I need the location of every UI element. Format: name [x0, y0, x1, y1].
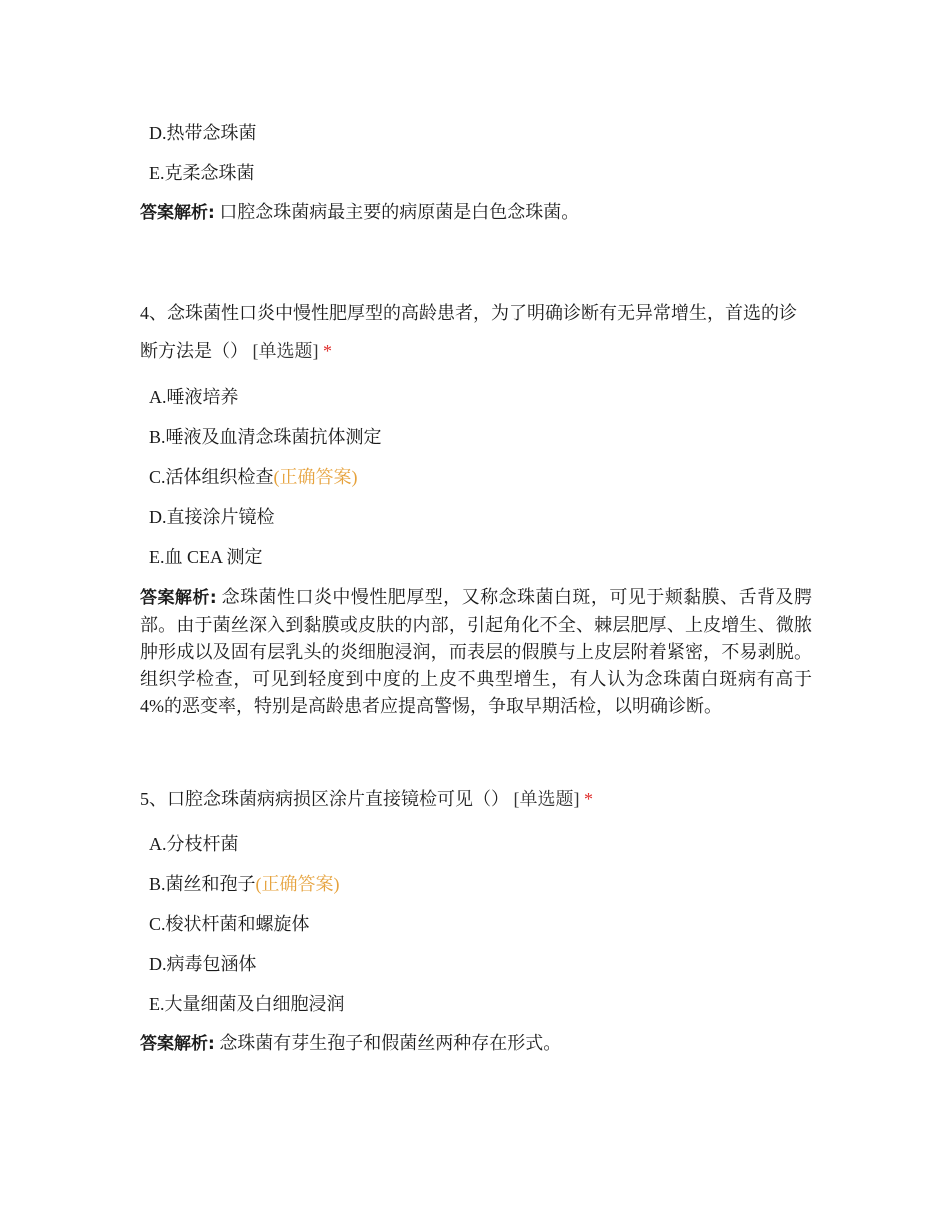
required-mark: * [323, 341, 332, 361]
option-label: A.分枝杆菌 [149, 834, 239, 854]
q5-option-e [149, 993, 345, 1015]
q5-option-a [149, 833, 239, 855]
q5-title [140, 780, 812, 818]
analysis-label: 答案解析: [140, 203, 215, 223]
analysis-text: 念珠菌性口炎中慢性肥厚型，又称念珠菌白斑，可见于颊黏膜、舌背及腭部。由于菌丝深入到黏膜或皮肤的内部，引起角化不全、棘层肥厚、上皮增生、微脓肿形成以及固有层乳头的炎细胞浸润，而表层的假膜与上皮层附着紧密，不易剥脱。组织学检查，可见到轻度到中度的上皮不典型增生，有人认为念珠菌白斑病有高于 4%的恶变率，特别是高龄患者应提高警惕，争取早期活检，以明确诊断。 [140, 587, 812, 716]
analysis-text: 口腔念珠菌病最主要的病原菌是白色念珠菌。 [219, 202, 580, 222]
q4-option-e [149, 546, 263, 568]
option-label: B.菌丝和孢子 [149, 874, 256, 894]
option-label: C.梭状杆菌和螺旋体 [149, 914, 310, 934]
q4-title [140, 294, 812, 370]
option-label: E.克柔念珠菌 [149, 163, 255, 183]
q4-option-d [149, 506, 275, 528]
q5-option-c [149, 913, 310, 935]
option-label: B.唾液及血清念珠菌抗体测定 [149, 427, 382, 447]
question-type: [单选题] [513, 789, 580, 809]
q5-analysis [140, 1030, 812, 1058]
analysis-label: 答案解析: [140, 1034, 215, 1054]
q5-option-d [149, 953, 257, 975]
option-label: D.热带念珠菌 [149, 123, 257, 143]
question-text: 4、念珠菌性口炎中慢性肥厚型的高龄患者，为了明确诊断有无异常增生，首选的诊断方法是（） [140, 303, 797, 361]
q4-option-a [149, 386, 239, 408]
q5-option-b [149, 873, 340, 895]
question-text: 5、口腔念珠菌病病损区涂片直接镜检可见（） [140, 789, 509, 809]
analysis-text: 念珠菌有芽生孢子和假菌丝两种存在形式。 [219, 1033, 562, 1053]
q4-option-b [149, 426, 382, 448]
question-type: [单选题] [252, 341, 319, 361]
analysis-label: 答案解析: [140, 588, 217, 608]
option-label: D.病毒包涵体 [149, 954, 257, 974]
q3-option-e [149, 162, 255, 184]
option-label: A.唾液培养 [149, 387, 239, 407]
option-label: C.活体组织检查 [149, 467, 274, 487]
option-label: D.直接涂片镜检 [149, 507, 275, 527]
q4-option-c [149, 466, 358, 488]
option-label: E.大量细菌及白细胞浸润 [149, 994, 345, 1014]
q3-analysis [140, 199, 812, 227]
q3-option-d [149, 122, 257, 144]
correct-answer-tag: (正确答案) [273, 467, 358, 487]
option-label: E.血 CEA 测定 [149, 547, 263, 567]
correct-answer-tag: (正确答案) [255, 874, 340, 894]
required-mark: * [584, 789, 593, 809]
q4-analysis [140, 584, 812, 720]
